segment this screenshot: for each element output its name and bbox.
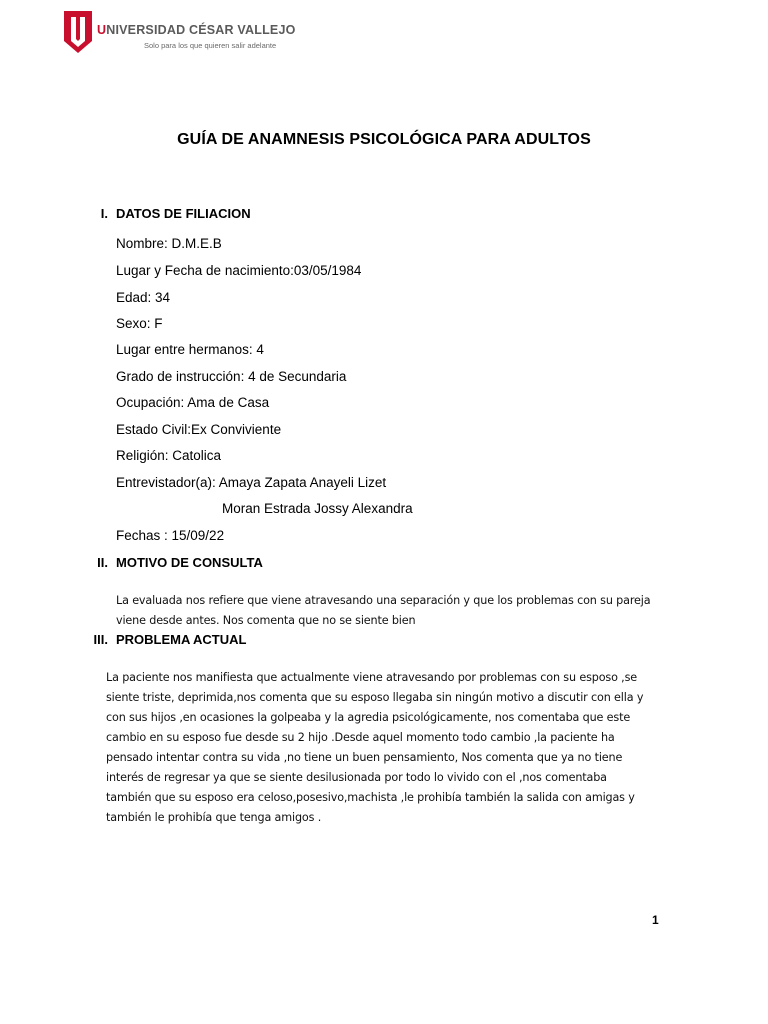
field-edad: Edad: 34 — [116, 290, 171, 305]
field-ocupacion: Ocupación: Ama de Casa — [116, 395, 270, 410]
motivo-line-2: viene desde antes. Nos comenta que no se siente bien — [116, 614, 416, 627]
problema-line-5: pensado intentar contra su vida ,no tiene un buen pensamiento, Nos comenta que ya no tiene — [106, 751, 623, 764]
university-tagline: Solo para los que quieren salir adelante — [144, 41, 277, 50]
university-name-rest: NIVERSIDAD CÉSAR VALLEJO — [106, 23, 296, 37]
page-number: 1 — [652, 913, 659, 927]
university-logo — [64, 11, 296, 55]
problema-line-1: La paciente nos manifiesta que actualmente viene atravesando por problemas con su esposo ,se — [106, 671, 637, 684]
field-religion: Religión: Catolica — [116, 448, 222, 463]
motivo-line-1: La evaluada nos refiere que viene atravesando una separación y que los problemas con su pareja — [116, 594, 651, 607]
field-nombre: Nombre: D.M.E.B — [116, 236, 222, 251]
problema-line-6: interés de regresar ya que se siente desilusionada por todo lo vivido con el ,nos comentaba — [106, 771, 607, 784]
field-lugar-entre-hermanos: Lugar entre hermanos: 4 — [116, 342, 264, 357]
field-estado-civil: Estado Civil:Ex Conviviente — [116, 422, 282, 437]
field-grado-instruccion: Grado de instrucción: 4 de Secundaria — [116, 369, 347, 384]
field-sexo: Sexo: F — [116, 316, 163, 331]
university-name-initial: U — [97, 23, 107, 37]
section-1-number: I. — [100, 206, 108, 221]
section-2-number: II. — [97, 555, 108, 570]
field-lugar-fecha-nacimiento: Lugar y Fecha de nacimiento:03/05/1984 — [116, 263, 362, 278]
section-1-heading: DATOS DE FILIACION — [116, 206, 251, 221]
problema-line-3: con sus hijos ,en ocasiones la golpeaba y la agredia psicológicamente, nos comentaba que este — [106, 711, 631, 724]
field-entrevistador: Entrevistador(a): Amaya Zapata Anayeli Lizet — [116, 475, 387, 490]
problema-line-8: también le prohibía que tenga amigos . — [106, 811, 322, 824]
university-shield-icon — [64, 11, 92, 53]
university-name — [97, 23, 296, 37]
problema-line-2: siente triste, deprimida,nos comenta que su esposo llegaba sin ningún motivo a discutir con ella y — [106, 691, 644, 704]
document-title: GUÍA DE ANAMNESIS PSICOLÓGICA PARA ADULTOS — [177, 131, 591, 148]
section-3-number: III. — [93, 632, 108, 647]
section-3-heading: PROBLEMA ACTUAL — [116, 632, 247, 647]
field-fechas: Fechas : 15/09/22 — [116, 528, 225, 543]
section-2-heading: MOTIVO DE CONSULTA — [116, 555, 263, 570]
problema-line-7: también que su esposo era celoso,posesivo,machista ,le prohibía también la salida con amigas y — [106, 791, 635, 804]
motivo-consulta-text — [116, 591, 650, 631]
field-entrevistador-second: Moran Estrada Jossy Alexandra — [222, 501, 413, 516]
problema-line-4: cambio en su esposo fue desde su 2 hijo .Desde aquel momento todo cambio ,la paciente ha — [106, 731, 615, 744]
problema-actual-text — [106, 668, 643, 828]
